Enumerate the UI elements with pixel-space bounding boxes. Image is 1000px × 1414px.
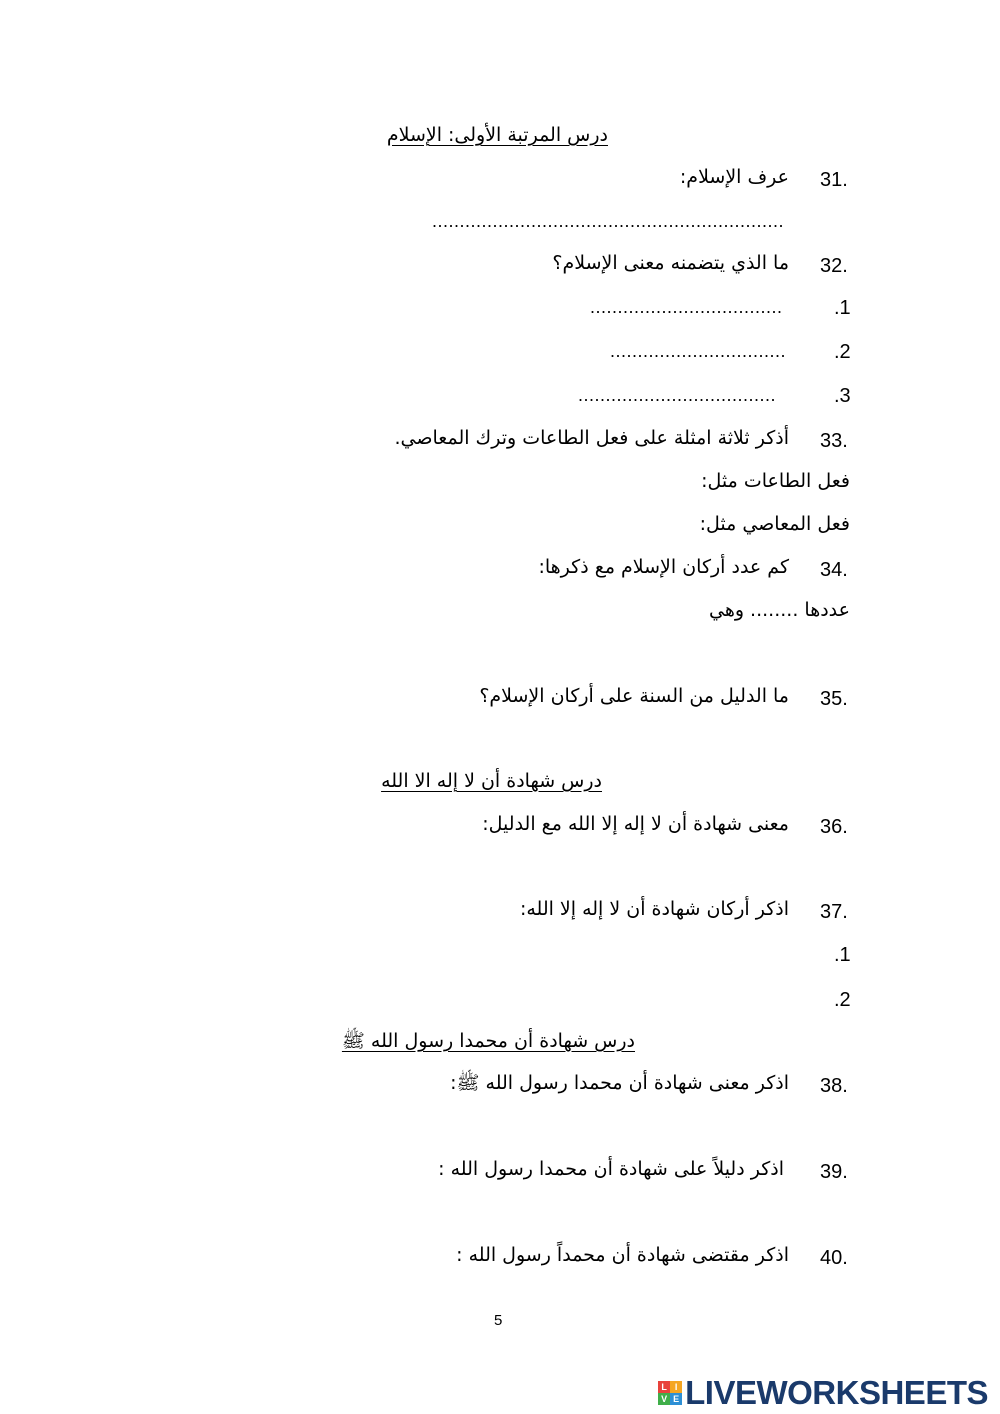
answer-label-37-1: .1: [834, 944, 851, 966]
answer-label-32-1: .1: [834, 297, 851, 319]
section-title-shahada: درس شهادة أن لا إله الا الله: [381, 770, 602, 792]
question-number-39: 39.: [820, 1161, 848, 1183]
logo-letter: L: [658, 1381, 670, 1393]
section-title-islam: درس المرتبة الأولى: الإسلام: [386, 124, 608, 146]
logo-letter: I: [670, 1381, 682, 1393]
question-number-38: 38.: [820, 1075, 848, 1097]
brand-name: LIVEWORKSHEETS: [685, 1374, 988, 1411]
section-title-muhammad: درس شهادة أن محمدا رسول الله ﷺ: [341, 1030, 635, 1052]
question-text-31: عرف الإسلام:: [679, 166, 789, 188]
question-number-33: 33.: [820, 430, 848, 452]
liveworksheets-icon: [658, 1381, 682, 1405]
answer-line-34: عددها ........ وهي: [708, 599, 850, 621]
answer-label-37-2: .2: [834, 989, 851, 1011]
logo-letter: V: [658, 1393, 670, 1405]
answer-label-33-obedience: فعل الطاعات مثل:: [701, 470, 850, 492]
answer-dots-32-1: ...................................: [590, 297, 783, 317]
question-number-32: 32.: [820, 255, 848, 277]
question-text-40: اذكر مقتضى شهادة أن محمداً رسول الله :: [456, 1244, 789, 1266]
question-text-36: معنى شهادة أن لا إله إلا الله مع الدليل:: [482, 813, 789, 835]
answer-label-32-2: .2: [834, 341, 851, 363]
question-number-40: 40.: [820, 1247, 848, 1269]
answer-dots-32-2: ................................: [610, 341, 787, 361]
question-number-35: 35.: [820, 688, 848, 710]
question-text-37: اذكر أركان شهادة أن لا إله إلا الله:: [519, 898, 789, 920]
question-text-39: اذكر دليلاً على شهادة أن محمدا رسول الله :: [438, 1158, 784, 1180]
answer-label-33-sins: فعل المعاصي مثل:: [699, 513, 850, 535]
question-text-32: ما الذي يتضمنه معنى الإسلام؟: [552, 252, 789, 274]
question-text-33: أذكر ثلاثة امثلة على فعل الطاعات وترك المعاصي.: [394, 427, 789, 449]
question-text-34: كم عدد أركان الإسلام مع ذكرها:: [538, 556, 789, 578]
question-number-31: 31.: [820, 169, 848, 191]
answer-dots-32-3: ....................................: [578, 385, 777, 405]
answer-label-32-3: .3: [834, 385, 851, 407]
logo-letter: E: [670, 1393, 682, 1405]
question-text-38: اذكر معنى شهادة أن محمدا رسول الله ﷺ:: [450, 1072, 789, 1094]
liveworksheets-logo: [658, 1376, 988, 1409]
question-number-37: 37.: [820, 901, 848, 923]
question-text-35: ما الدليل من السنة على أركان الإسلام؟: [479, 685, 789, 707]
answer-line-31: ................................................................: [432, 211, 785, 231]
page-number: 5: [494, 1312, 503, 1329]
question-number-36: 36.: [820, 816, 848, 838]
question-number-34: 34.: [820, 559, 848, 581]
